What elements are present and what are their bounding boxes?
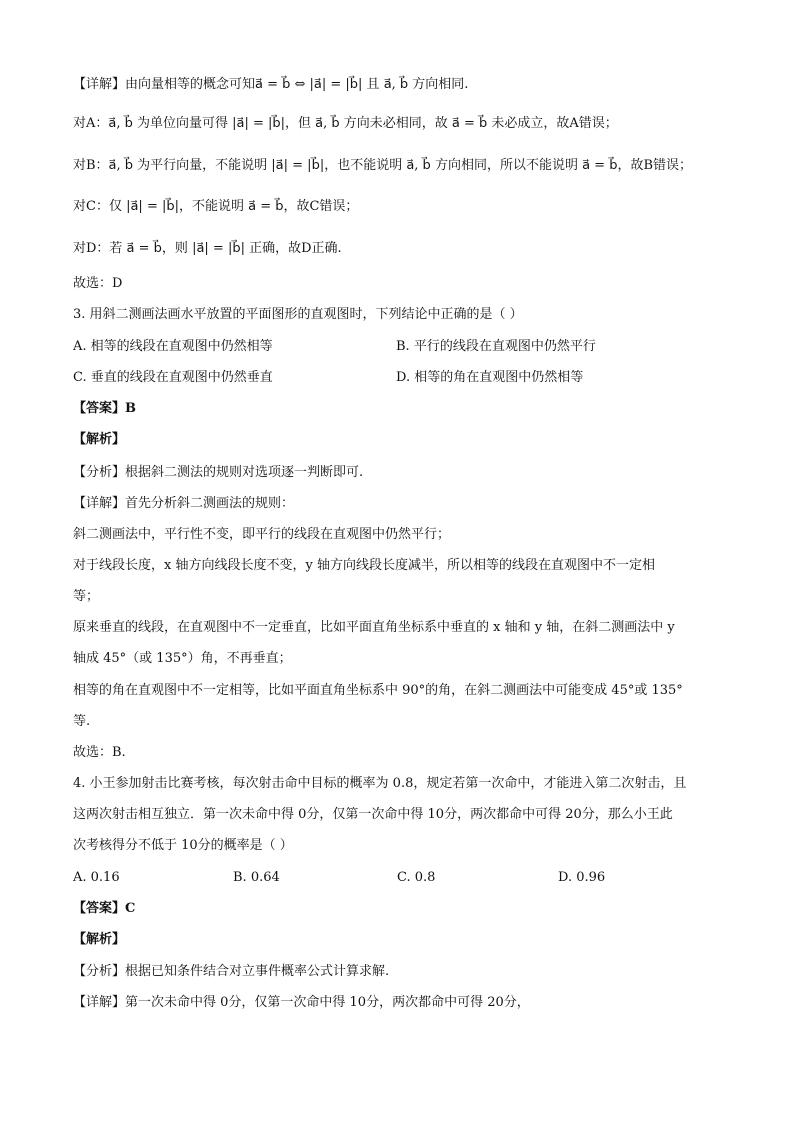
q4-detail-text: 【详解】第一次未命中得 0分，仅第一次命中得 10分，两次都命中可得 20分，: [73, 995, 530, 1010]
q4-option-d: D. 0.96: [558, 870, 606, 885]
q3-option-a: A. 相等的线段在直观图中仍然相等: [73, 339, 273, 354]
q3-detail-text: 对于线段长度，x 轴方向线段长度不变，y 轴方向线段长度减半，所以相等的线段在直观图中不一定相: [73, 558, 655, 573]
q3-detail-text: 等；: [73, 589, 100, 604]
q2-final-choice: 故选：D: [73, 276, 123, 291]
q3-detail-text: 斜二测画法中，平行性不变，即平行的线段在直观图中仍然平行；: [73, 527, 451, 542]
q4-answer-label: 【答案】C: [73, 901, 136, 916]
q2-detail-line: 【详解】由向量相等的概念可知a⃗ = b⃗ ⇔ |a⃗| = |b⃗| 且 a⃗, b⃗ 方向相同.: [73, 77, 469, 92]
q3-option-d: D. 相等的角在直观图中仍然相等: [396, 370, 584, 385]
q3-detail-text: 等.: [73, 714, 91, 729]
q3-final-choice: 故选：B.: [73, 745, 126, 760]
q2-option-d-analysis: 对D：若 a⃗ = b⃗，则 |a⃗| = |b⃗| 正确，故D正确.: [73, 241, 342, 256]
q3-detail-text: 轴成 45°（或 135°）角，不再垂直；: [73, 651, 292, 666]
q3-stem: 3. 用斜二测画法画水平放置的平面图形的直观图时，下列结论中正确的是（ ）: [73, 307, 523, 322]
q4-stem: 4. 小王参加射击比赛考核，每次射击命中目标的概率为 0.8，规定若第一次命中，才能进入第二次射击，且: [73, 776, 687, 791]
q4-stem: 次考核得分不低于 10分的概率是（ ）: [73, 838, 293, 853]
q2-option-a-analysis: 对A：a⃗, b⃗ 为单位向量可得 |a⃗| = |b⃗|，但 a⃗, b⃗ 方向未必相同，故 a⃗ = b⃗ 未必成立，故A错误；: [73, 116, 618, 131]
q3-detail-text: 相等的角在直观图中不一定相等，比如平面直角坐标系中 90°的角，在斜二测画法中可能变成 45°或 135°: [73, 683, 683, 698]
q3-answer-label: 【答案】B: [73, 401, 136, 416]
q2-option-c-analysis: 对C：仅 |a⃗| = |b⃗|，不能说明 a⃗ = b⃗，故C错误；: [73, 199, 359, 214]
q4-option-b: B. 0.64: [233, 870, 280, 885]
q4-stem: 这两次射击相互独立．第一次未命中得 0分，仅第一次命中得 10分，两次都命中可得 20分，那么小王此: [73, 807, 673, 822]
q3-detail-text: 原来垂直的线段，在直观图中不一定垂直，比如平面直角坐标系中垂直的 x 轴和 y 轴，在斜二测画法中 y: [73, 620, 675, 635]
q3-analysis-summary: 【分析】根据斜二测法的规则对选项逐一判断即可.: [73, 465, 364, 480]
q4-option-a: A. 0.16: [73, 870, 120, 885]
q2-option-b-analysis: 对B：a⃗, b⃗ 为平行向量，不能说明 |a⃗| = |b⃗|，也不能说明 a⃗, b⃗ 方向相同，所以不能说明 a⃗ = b⃗，故B错误；: [73, 158, 693, 173]
q4-option-c: C. 0.8: [397, 870, 436, 885]
q4-analysis-summary: 【分析】根据已知条件结合对立事件概率公式计算求解.: [73, 964, 390, 979]
q3-option-b: B. 平行的线段在直观图中仍然平行: [396, 339, 596, 354]
q3-analysis-heading: 【解析】: [73, 432, 126, 447]
q3-option-c: C. 垂直的线段在直观图中仍然垂直: [73, 370, 273, 385]
q4-analysis-heading: 【解析】: [73, 932, 126, 947]
q3-detail-heading: 【详解】首先分析斜二测画法的规则：: [73, 496, 295, 511]
